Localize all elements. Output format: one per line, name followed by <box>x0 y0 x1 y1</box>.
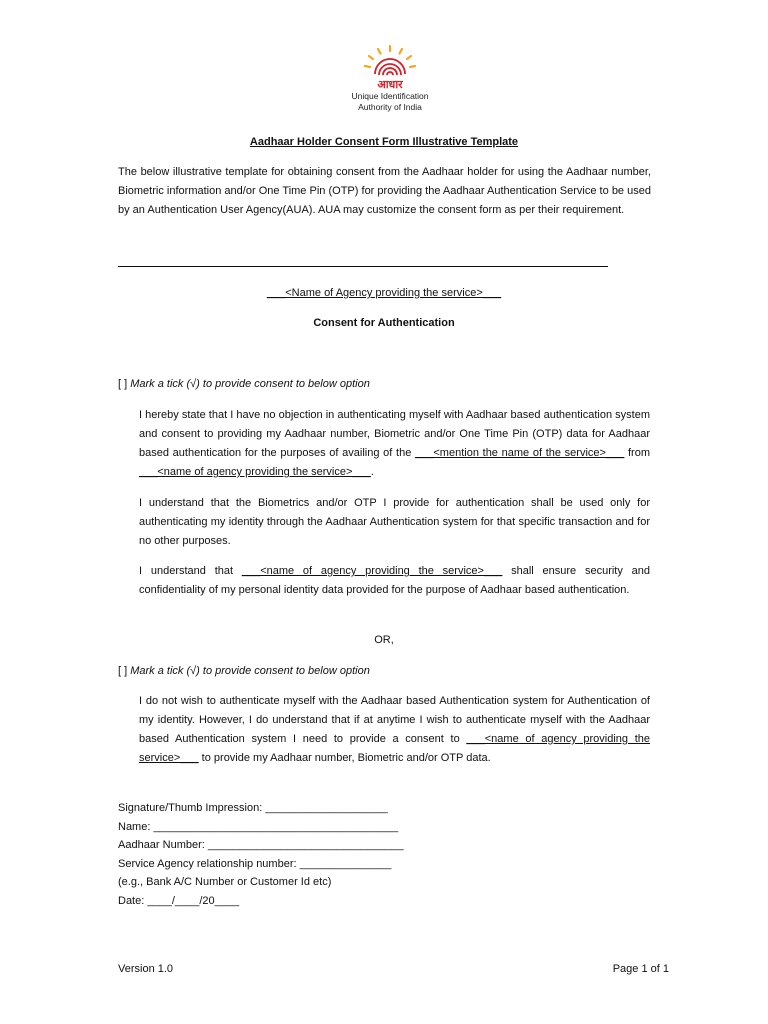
intro-paragraph: The below illustrative template for obtaining consent from the Aadhaar holder for using the Aadhaar number, Biometric information and/or One Time Pin (OTP) for providing the Aadhaar Authentication Service to be used by an Authentication User Agency(AUA). AUA may customize the consent form as per their requirement. <box>118 166 651 216</box>
or-separator: OR, <box>374 634 394 646</box>
org-name-line2: Authority of India <box>358 102 422 112</box>
agency-name-blank-1: ___<name of agency providing the service>___ <box>139 466 371 478</box>
section-divider <box>118 266 608 267</box>
consent-option-2-label: Mark a tick (√) to provide consent to below option <box>130 665 370 677</box>
consent-option-1 <box>118 375 658 394</box>
decline-paragraph-start: I do not wish to authenticate myself with the Aadhaar based Authentication system for Authentication of my identity. However, I do understand that if at anytime I wish to authenticate myself with the Aadhaar based Authentication system I need to provide a consent to <box>139 695 650 745</box>
consent-option-1-label: Mark a tick (√) to provide consent to below option <box>130 378 370 390</box>
consent-paragraph-3-start: I understand that <box>139 565 242 577</box>
from-text: from <box>624 447 650 459</box>
agency-name-blank-2: ___<name of agency providing the service>___ <box>241 565 503 577</box>
version-label: Version 1.0 <box>118 963 174 975</box>
period-text: . <box>370 466 374 478</box>
agency-name-blank-3: ___<name of agency providing the service>___ <box>139 733 651 764</box>
consent-paragraph-2: I understand that the Biometrics and/or OTP I provide for authentication shall be used only for authenticating my identity through the Aadhaar Authentication system for that specific transaction and for no other purposes. <box>139 497 650 547</box>
aadhaar-fingerprint-sun-icon <box>362 44 418 90</box>
service-name-blank: ___<mention the name of the service>___ <box>415 447 625 459</box>
uidai-logo <box>340 44 440 116</box>
relationship-number-hint: (e.g., Bank A/C Number or Customer Id etc) <box>118 876 332 888</box>
signature-field[interactable]: Signature/Thumb Impression: ____________________ <box>118 802 388 814</box>
consent-option-2 <box>118 662 658 681</box>
consent-paragraph-1-text: I hereby state that I have no objection in authenticating myself with Aadhaar based authentication system and consent to providing my Aadhaar number, Biometric and/or One Time Pin (OTP) data for Aadhaar based authentication for the purposes of availing of the <box>139 409 650 459</box>
consent-heading: Consent for Authentication <box>313 317 455 329</box>
org-name-line1: Unique Identification <box>351 91 429 101</box>
decline-paragraph-end: to provide my Aadhaar number, Biometric and/or OTP data. <box>198 752 491 764</box>
svg-text:आधार: आधार <box>377 78 403 90</box>
decline-paragraph <box>139 692 650 768</box>
consent-checkbox-2[interactable]: [ ] <box>118 665 128 677</box>
agency-name-heading: ___<Name of Agency providing the service>___ <box>266 287 502 299</box>
signature-fields <box>118 799 518 910</box>
consent-checkbox-1[interactable]: [ ] <box>118 378 128 390</box>
aadhaar-number-field[interactable]: Aadhaar Number: ________________________________ <box>118 839 404 851</box>
date-field[interactable]: Date: ____/____/20____ <box>118 894 240 907</box>
consent-paragraph-3-end: shall ensure security and confidentiality of my personal identity data provided for the purpose of Aadhaar based authentication. <box>139 565 650 596</box>
name-field[interactable]: Name: ________________________________________ <box>118 820 399 833</box>
consent-paragraph-3 <box>139 562 650 600</box>
relationship-number-field[interactable]: Service Agency relationship number: _______________ <box>118 857 392 870</box>
page-number: Page 1 of 1 <box>612 963 669 975</box>
consent-paragraph-1 <box>139 406 650 482</box>
form-title: Aadhaar Holder Consent Form Illustrative Template <box>249 136 519 148</box>
